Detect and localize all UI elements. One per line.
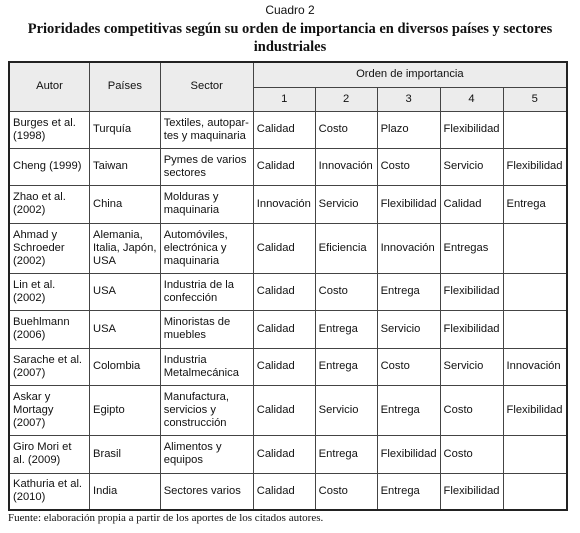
header-sector: Sector bbox=[160, 62, 253, 111]
cell-priority-5 bbox=[503, 223, 567, 273]
cell-priority-1: Calidad bbox=[253, 310, 315, 348]
cell-priority-2: Servicio bbox=[315, 185, 377, 223]
cell-autor: Lin et al. (2002) bbox=[9, 273, 90, 310]
cell-priority-5 bbox=[503, 310, 567, 348]
cell-priority-2: Costo bbox=[315, 473, 377, 510]
cell-sector: Manufactura, servicios y construcción bbox=[160, 385, 253, 435]
cell-priority-4: Costo bbox=[440, 385, 503, 435]
cell-sector: Pymes de varios sectores bbox=[160, 148, 253, 185]
cell-priority-1: Calidad bbox=[253, 148, 315, 185]
table-row bbox=[9, 223, 567, 273]
header-orden: Orden de importancia bbox=[253, 62, 567, 87]
table-row bbox=[9, 348, 567, 385]
cell-autor: Buehlmann (2006) bbox=[9, 310, 90, 348]
cell-priority-3: Entrega bbox=[377, 273, 440, 310]
cell-priority-4: Flexibilidad bbox=[440, 310, 503, 348]
cell-priority-2: Costo bbox=[315, 111, 377, 148]
priorities-table bbox=[8, 61, 568, 511]
cell-pais: Brasil bbox=[90, 435, 161, 473]
cell-priority-3: Flexibilidad bbox=[377, 185, 440, 223]
cell-autor: Zhao et al. (2002) bbox=[9, 185, 90, 223]
cell-autor: Kathuria et al. (2010) bbox=[9, 473, 90, 510]
header-rank-5: 5 bbox=[503, 87, 567, 111]
cell-priority-1: Calidad bbox=[253, 348, 315, 385]
table-row bbox=[9, 148, 567, 185]
cell-priority-5 bbox=[503, 435, 567, 473]
table-row bbox=[9, 473, 567, 510]
cell-pais: Egipto bbox=[90, 385, 161, 435]
table-caption: Cuadro 2 bbox=[265, 3, 315, 17]
cell-pais: Taiwan bbox=[90, 148, 161, 185]
cell-priority-3: Innovación bbox=[377, 223, 440, 273]
cell-priority-1: Calidad bbox=[253, 111, 315, 148]
cell-priority-3: Flexibilidad bbox=[377, 435, 440, 473]
table-row bbox=[9, 385, 567, 435]
cell-priority-5: Entrega bbox=[503, 185, 567, 223]
cell-priority-2: Eficiencia bbox=[315, 223, 377, 273]
header-autor: Autor bbox=[9, 62, 90, 111]
table-title bbox=[0, 20, 580, 56]
cell-priority-3: Entrega bbox=[377, 385, 440, 435]
cell-priority-1: Calidad bbox=[253, 385, 315, 435]
cell-autor: Giro Mori et al. (2009) bbox=[9, 435, 90, 473]
cell-pais: USA bbox=[90, 273, 161, 310]
cell-pais: USA bbox=[90, 310, 161, 348]
cell-sector: Automóviles, electrónica y maquinaria bbox=[160, 223, 253, 273]
cell-priority-4: Flexibilidad bbox=[440, 473, 503, 510]
cell-priority-2: Servicio bbox=[315, 385, 377, 435]
cell-priority-4: Flexibilidad bbox=[440, 273, 503, 310]
cell-priority-3: Costo bbox=[377, 148, 440, 185]
cell-pais: Turquía bbox=[90, 111, 161, 148]
table-row bbox=[9, 273, 567, 310]
cell-priority-4: Flexibilidad bbox=[440, 111, 503, 148]
cell-sector: Industria Metalmecánica bbox=[160, 348, 253, 385]
cell-sector: Minoristas de muebles bbox=[160, 310, 253, 348]
cell-priority-4: Costo bbox=[440, 435, 503, 473]
cell-priority-4: Calidad bbox=[440, 185, 503, 223]
title-line-1: Prioridades competitivas según su orden de importancia en diversos países y sectores bbox=[27, 21, 553, 37]
cell-priority-4: Entregas bbox=[440, 223, 503, 273]
title-line-2: industriales bbox=[253, 39, 327, 55]
header-rank-1: 1 bbox=[253, 87, 315, 111]
cell-autor: Askar y Mortagy (2007) bbox=[9, 385, 90, 435]
cell-priority-3: Entrega bbox=[377, 473, 440, 510]
header-rank-4: 4 bbox=[440, 87, 503, 111]
cell-autor: Cheng (1999) bbox=[9, 148, 90, 185]
cell-priority-5: Flexibilidad bbox=[503, 148, 567, 185]
cell-priority-3: Servicio bbox=[377, 310, 440, 348]
cell-priority-5: Flexibilidad bbox=[503, 385, 567, 435]
cell-autor: Ahmad y Schroeder (2002) bbox=[9, 223, 90, 273]
table-row bbox=[9, 310, 567, 348]
cell-sector: Textiles, autopar-tes y maquinaria bbox=[160, 111, 253, 148]
cell-priority-2: Entrega bbox=[315, 435, 377, 473]
cell-pais: India bbox=[90, 473, 161, 510]
cell-priority-1: Innovación bbox=[253, 185, 315, 223]
cell-autor: Burges et al. (1998) bbox=[9, 111, 90, 148]
cell-pais: Alemania, Italia, Japón, USA bbox=[90, 223, 161, 273]
cell-priority-2: Innovación bbox=[315, 148, 377, 185]
cell-autor: Sarache et al. (2007) bbox=[9, 348, 90, 385]
cell-priority-1: Calidad bbox=[253, 223, 315, 273]
source-footnote: Fuente: elaboración propia a partir de los aportes de los citados autores. bbox=[8, 512, 324, 524]
cell-pais: China bbox=[90, 185, 161, 223]
cell-priority-2: Entrega bbox=[315, 310, 377, 348]
cell-sector: Molduras y maquinaria bbox=[160, 185, 253, 223]
cell-priority-1: Calidad bbox=[253, 273, 315, 310]
cell-priority-5: Innovación bbox=[503, 348, 567, 385]
cell-sector: Alimentos y equipos bbox=[160, 435, 253, 473]
cell-priority-5 bbox=[503, 273, 567, 310]
cell-priority-4: Servicio bbox=[440, 348, 503, 385]
table-row bbox=[9, 111, 567, 148]
cell-priority-5 bbox=[503, 111, 567, 148]
cell-priority-3: Costo bbox=[377, 348, 440, 385]
cell-priority-2: Entrega bbox=[315, 348, 377, 385]
cell-sector: Industria de la confección bbox=[160, 273, 253, 310]
cell-pais: Colombia bbox=[90, 348, 161, 385]
table-row bbox=[9, 435, 567, 473]
cell-priority-1: Calidad bbox=[253, 435, 315, 473]
cell-priority-5 bbox=[503, 473, 567, 510]
header-row-1 bbox=[9, 62, 567, 87]
header-rank-3: 3 bbox=[377, 87, 440, 111]
cell-priority-3: Plazo bbox=[377, 111, 440, 148]
cell-priority-2: Costo bbox=[315, 273, 377, 310]
header-rank-2: 2 bbox=[315, 87, 377, 111]
table-row bbox=[9, 185, 567, 223]
cell-priority-4: Servicio bbox=[440, 148, 503, 185]
cell-sector: Sectores varios bbox=[160, 473, 253, 510]
header-paises: Países bbox=[90, 62, 161, 111]
cell-priority-1: Calidad bbox=[253, 473, 315, 510]
